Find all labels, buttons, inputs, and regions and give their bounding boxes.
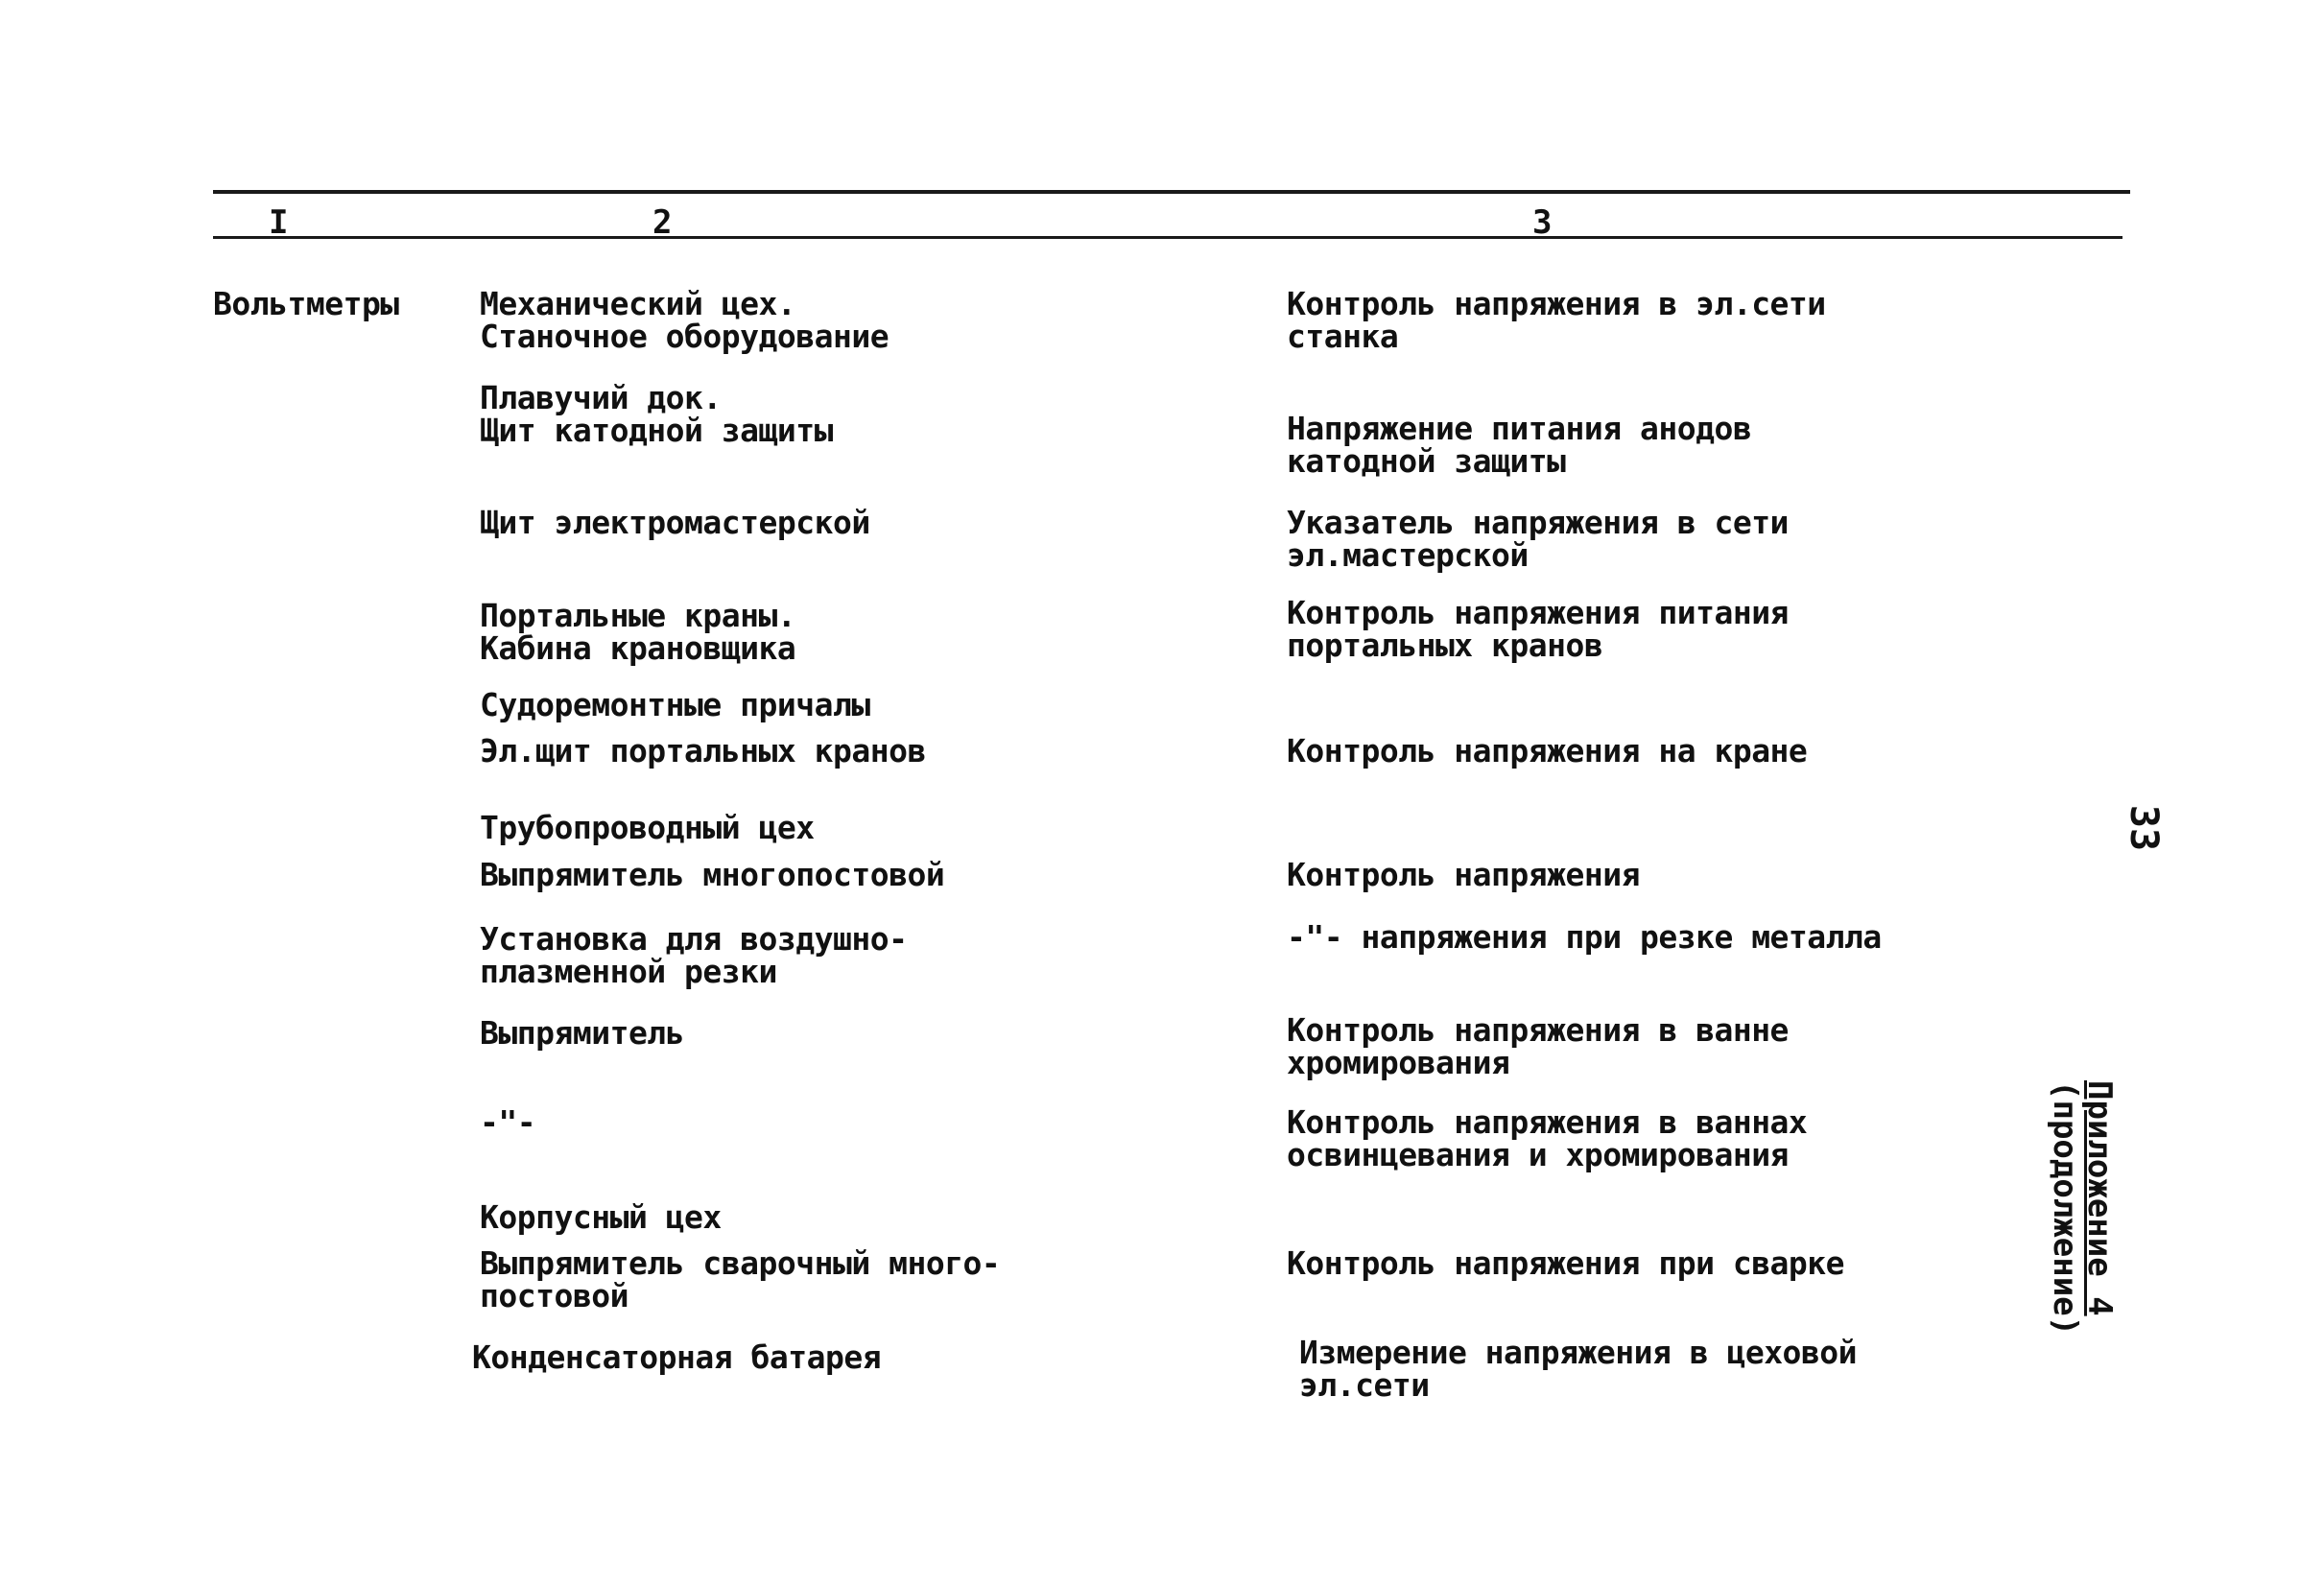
row-13-col2-line2: постовой <box>480 1277 628 1314</box>
row-11-col3-line2: освинцевания и хромирования <box>1287 1136 1789 1173</box>
appendix-label: Приложение 4 <box>2080 1080 2119 1316</box>
row-14-col2 <box>472 1338 882 1376</box>
row-9-col2-line2: плазменной резки <box>480 953 777 990</box>
row-10-col3 <box>1287 1011 1789 1081</box>
row-7-col2 <box>480 809 815 846</box>
row-14-col3-line2: эл.сети <box>1299 1366 1430 1404</box>
row-2-col3 <box>1287 410 1752 480</box>
row-11-col3-line1: Контроль напряжения в ваннах <box>1287 1103 1808 1141</box>
row-11-col2-line1: -"- <box>480 1103 536 1141</box>
row-13-col3 <box>1287 1244 1845 1282</box>
row-8-col2 <box>480 856 945 893</box>
row-2-col2 <box>480 379 833 449</box>
row-5-col2-line1: Судоремонтные причалы <box>480 686 870 723</box>
page-number: 33 <box>2122 804 2167 852</box>
row-14-col3 <box>1299 1334 1858 1404</box>
row-6-col3-line1: Контроль напряжения на кране <box>1287 732 1808 769</box>
row-4-col3 <box>1287 594 1789 664</box>
header-top-rule <box>213 190 2130 194</box>
row-1-col2 <box>480 285 889 355</box>
row-5-col2 <box>480 686 870 723</box>
row-7-col2-line1: Трубопроводный цех <box>480 809 815 846</box>
row-1-col3 <box>1287 285 1826 355</box>
row-3-col3 <box>1287 504 1789 574</box>
row-11-col2 <box>480 1103 536 1141</box>
row-12-col2 <box>480 1198 722 1236</box>
row-4-col2-line2: Кабина крановщика <box>480 629 796 667</box>
column-number-2: 2 <box>652 203 673 242</box>
column-number-1: I <box>269 203 289 242</box>
row-2-col2-line2: Щит катодной защиты <box>480 412 833 449</box>
row-9-col2-line1: Установка для воздушно- <box>480 920 908 958</box>
row-6-col3 <box>1287 732 1808 769</box>
row-10-col3-line2: хромирования <box>1287 1044 1510 1081</box>
row-13-col3-line1: Контроль напряжения при сварке <box>1287 1244 1845 1282</box>
row-2-col2-line1: Плавучий док. <box>480 379 722 416</box>
row-3-col3-line2: эл.мастерской <box>1287 536 1529 574</box>
row-3-col2 <box>480 504 870 541</box>
row-13-col2-line1: Выпрямитель сварочный много- <box>480 1244 1001 1282</box>
row-6-col2 <box>480 732 926 769</box>
row-1-col2-line2: Станочное оборудование <box>480 318 889 355</box>
row-3-col3-line1: Указатель напряжения в сети <box>1287 504 1789 541</box>
row-9-col3-line1: -"- напряжения при резке металла <box>1287 918 1882 956</box>
appendix-continuation: (продолжение) <box>2046 1080 2084 1337</box>
row-10-col2-line1: Выпрямитель <box>480 1014 685 1052</box>
row-3-col2-line1: Щит электромастерской <box>480 504 870 541</box>
row-1-col3-line2: станка <box>1287 318 1399 355</box>
row-4-col2-line1: Портальные краны. <box>480 597 796 634</box>
header-bottom-rule <box>213 236 2122 239</box>
row-1-col3-line1: Контроль напряжения в эл.сети <box>1287 285 1826 322</box>
row-8-col3 <box>1287 856 1640 893</box>
appendix-side-note <box>2048 1080 2117 1349</box>
row-11-col3 <box>1287 1103 1808 1173</box>
row-4-col3-line1: Контроль напряжения питания <box>1287 594 1789 631</box>
row-6-col2-line1: Эл.щит портальных кранов <box>480 732 926 769</box>
row-4-col3-line2: портальных кранов <box>1287 627 1603 664</box>
row-9-col2 <box>480 920 908 990</box>
row-2-col3-line1: Напряжение питания анодов <box>1287 410 1752 447</box>
row-10-col3-line1: Контроль напряжения в ванне <box>1287 1011 1789 1049</box>
row-14-col3-line1: Измерение напряжения в цеховой <box>1299 1334 1858 1371</box>
row-8-col3-line1: Контроль напряжения <box>1287 856 1640 893</box>
column-number-3: 3 <box>1532 203 1553 242</box>
row-12-col2-line1: Корпусный цех <box>480 1198 722 1236</box>
row-9-col3 <box>1287 918 1882 956</box>
row-1-col1: Вольтметры <box>213 285 399 322</box>
row-13-col2 <box>480 1244 1001 1314</box>
row-10-col2 <box>480 1014 685 1052</box>
row-14-col2-line1: Конденсаторная батарея <box>472 1338 882 1376</box>
row-2-col3-line2: катодной защиты <box>1287 442 1566 480</box>
row-1-col2-line1: Механический цех. <box>480 285 796 322</box>
row-8-col2-line1: Выпрямитель многопостовой <box>480 856 945 893</box>
row-4-col2 <box>480 597 796 667</box>
